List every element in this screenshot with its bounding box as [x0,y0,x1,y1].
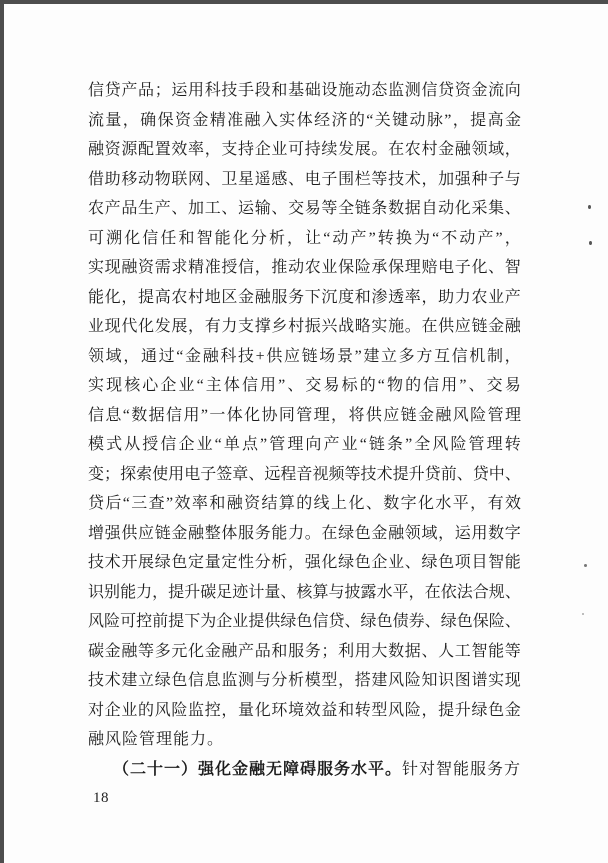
text-line: 对 企 业 的 风 险 监 控 ， 量 化 环 境 效 益 和 转 型 风 险 ， 提 升 绿 色 金 [88,701,521,719]
text-line: 技 术 建 立 绿 色 信 息 监 测 与 分 析 模 型 ， 搭 建 风 险 知 识 图 谱 实 现 [88,672,521,689]
text-line: 信 息 “ 数 据 信 用 ” 一 体 化 协 同 管 理 ， 将 供 应 链 金 融 风 险 管 理 [88,406,521,424]
text-line: 农 产 品 生 产 、 加 工 、 运 输 、 交 易 等 全 链 条 数 据 自 动 化 采 集 、 [88,200,521,217]
text-line: 模 式 从 授 信 企 业 “ 单 点 ” 管 理 向 产 业 “ 链 条 ” 全 风 险 管 理 转 [88,436,521,453]
text-line: 风 险 可 控 前 提 下 为 企 业 提 供 绿 色 信 贷 、 绿 色 债 券 、 绿 色 保 险 、 [88,613,521,630]
text-line: 识 别 能 力 ， 提 升 碳 足 迹 计 量 、 核 算 与 披 露 水 平 ， 在 依 法 合 规 、 [88,583,521,601]
text-line: 可 溯 化 信 任 和 智 能 化 分 析 ， 让 “ 动 产 ” 转 换 为 “ 不 动 产 ” ， [88,229,521,247]
text-line: 变 ； 探 索 使 用 电 子 签 章 、 远 程 音 视 频 等 技 术 提 升 贷 前 、 贷 中 、 [88,465,521,483]
text-line: 能 化 ， 提 高 农 村 地 区 金 融 服 务 下 沉 度 和 渗 透 率 ， 助 力 农 业 产 [88,288,521,306]
text-line: 流 量 ， 确 保 资 金 精 准 融 入 实 体 经 济 的 “ 关 键 动 脉 ” ， 提 高 金 [88,111,521,129]
text-line: 领 域 ， 通 过 “ 金 融 科 技 + 供 应 链 场 景 ” 建 立 多 方 互 信 机 制 ， [88,347,521,365]
scan-artifact [588,205,591,209]
text-line: 技 术 开 展 绿 色 定 量 定 性 分 析 ， 强 化 绿 色 企 业 、 绿 色 项 目 智 能 [88,554,521,571]
text-line: 贷 后 “ 三 查 ” 效 率 和 融 资 结 算 的 线 上 化 、 数 字 化 水 平 ， 有 效 [88,495,521,512]
text-line: 融 资 源 配 置 效 率 ， 支 持 企 业 可 持 续 发 展 。 在 农 村 金 融 领 域 ， [88,141,521,158]
text-block [88,76,521,784]
text-line [88,755,521,785]
section-heading: （二十一）强化金融无障碍服务水平。 [113,760,403,778]
scan-border-top [0,0,608,4]
text-line: 实 现 核 心 企 业 “ 主 体 信 用 ” 、 交 易 标 的 “ 物 的 信 用 ” 、 交 易 [88,377,521,394]
scan-artifact [589,241,592,245]
text-line: 融风险管理能力。 [88,731,225,748]
text-line: 信 贷 产 品 ； 运 用 科 技 手 段 和 基 础 设 施 动 态 监 测 信 贷 资 金 流 向 [88,82,521,99]
text-line: 业 现 代 化 发 展 ， 有 力 支 撑 乡 村 振 兴 战 略 实 施 。 在 供 应 链 金 融 [88,318,521,335]
scan-artifact [582,613,584,615]
page-number: 18 [93,790,109,806]
scan-border-left [0,0,4,863]
scan-artifact [584,564,587,567]
text-line: 借 助 移 动 物 联 网 、 卫 星 遥 感 、 电 子 围 栏 等 技 术 ， 加 强 种 子 与 [88,170,521,188]
text-segment: 针对智能服务方 [402,760,522,778]
text-line: 增 强 供 应 链 金 融 整 体 服 务 能 力 。 在 绿 色 金 融 领 域 ， 运 用 数 字 [88,524,521,542]
text-line: 碳 金 融 等 多 元 化 金 融 产 品 和 服 务 ； 利 用 大 数 据 、 人 工 智 能 等 [88,642,521,660]
text-line: 实 现 融 资 需 求 精 准 授 信 ， 推 动 农 业 保 险 承 保 理 赔 电 子 化 、 智 [88,259,521,276]
